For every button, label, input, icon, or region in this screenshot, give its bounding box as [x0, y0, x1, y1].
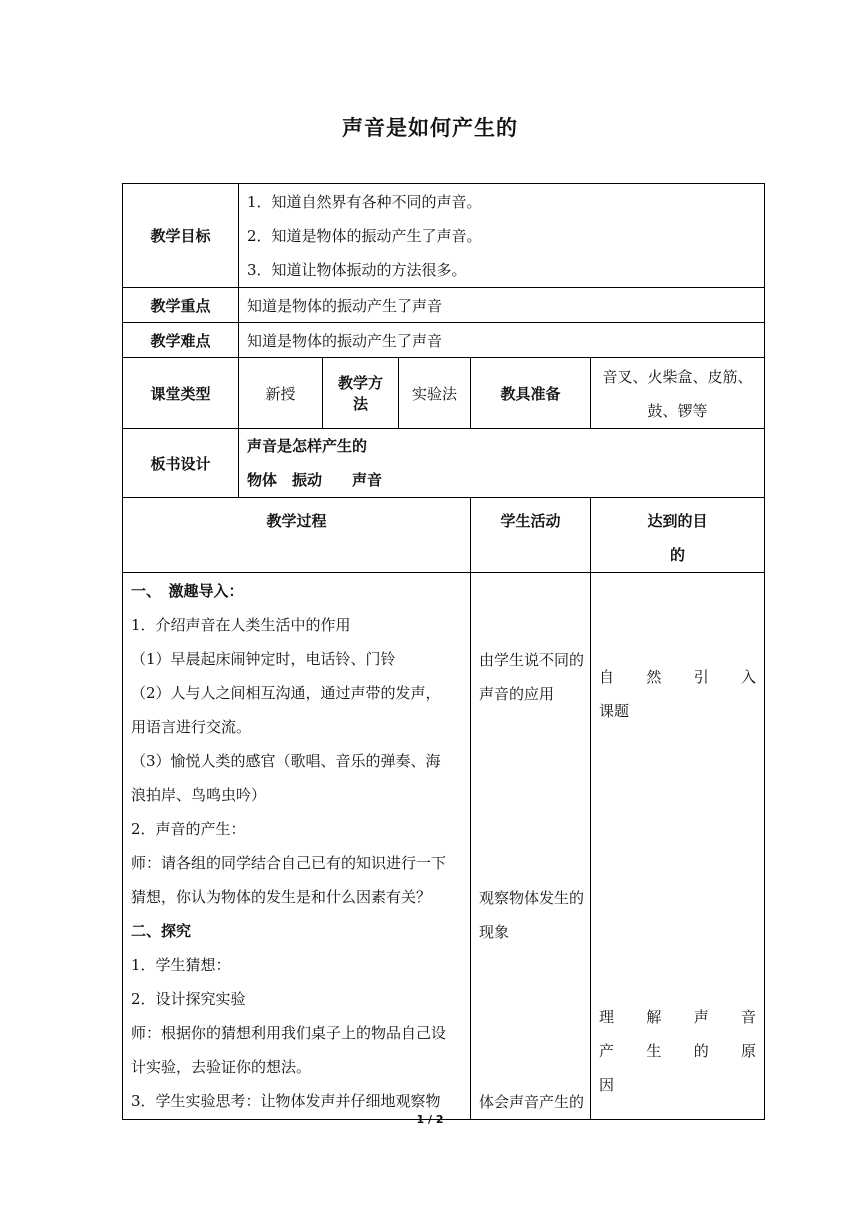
page-number: 1 / 2: [416, 1113, 444, 1126]
student-activity: 观察物体发生的: [479, 889, 585, 907]
key-point-value: 知道是物体的振动产生了声音: [239, 288, 765, 323]
goals-content: [239, 184, 765, 288]
prep-line-2: 鼓、锣等: [647, 402, 708, 420]
method-value: 实验法: [399, 358, 471, 429]
process-line: 师：根据你的猜想利用我们桌子上的物品自己设: [131, 1024, 447, 1042]
row-column-headers: [123, 498, 765, 573]
goal-header: [591, 498, 765, 573]
process-header: 教学过程: [123, 498, 471, 573]
process-line: 1．介绍声音在人类生活中的作用: [131, 616, 351, 634]
process-line: 计实验，去验证你的想法。: [131, 1058, 312, 1076]
purpose-text: 因: [599, 1076, 615, 1094]
student-activity: 声音的应用: [479, 685, 555, 703]
row-class-info: [123, 358, 765, 429]
method-label: 教学方法: [323, 358, 399, 429]
student-content: [471, 573, 591, 1120]
board-line-1: 声音是怎样产生的: [247, 437, 368, 455]
process-line: 3．学生实验思考：让物体发声并仔细地观察物: [131, 1092, 441, 1110]
process-line: 浪拍岸、鸟鸣虫吟）: [131, 786, 267, 804]
goal-item-3: 3．知道让物体振动的方法很多。: [247, 261, 467, 279]
process-line: 二、探究: [131, 922, 192, 940]
prep-value: [591, 358, 765, 429]
board-content: [239, 429, 765, 498]
row-board: [123, 429, 765, 498]
process-line: 1．学生猜想：: [131, 956, 231, 974]
goal-header-line-1: 达到的目: [647, 512, 708, 530]
row-difficulty: [123, 323, 765, 358]
student-header: 学生活动: [471, 498, 591, 573]
difficulty-value: 知道是物体的振动产生了声音: [239, 323, 765, 358]
process-line: 2．设计探究实验: [131, 990, 246, 1008]
difficulty-label: 教学难点: [123, 323, 239, 358]
purpose-content: [591, 573, 765, 1120]
class-type-label: 课堂类型: [123, 358, 239, 429]
student-activity: 体会声音产生的: [479, 1093, 585, 1111]
row-goals: [123, 184, 765, 288]
goal-header-line-2: 的: [670, 546, 686, 564]
board-line-2: 物体 振动 声音: [247, 471, 383, 489]
process-line: （2）人与人之间相互沟通，通过声带的发声，: [131, 684, 441, 702]
process-line: 一、 激趣导入：: [131, 582, 244, 600]
purpose-text: 课题: [599, 702, 630, 720]
goal-item-1: 1．知道自然界有各种不同的声音。: [247, 193, 482, 211]
board-label: 板书设计: [123, 429, 239, 498]
process-line: 猜想，你认为物体的发生是和什么因素有关？: [131, 888, 432, 906]
row-body: [123, 573, 765, 1120]
process-line: 2．声音的产生：: [131, 820, 246, 838]
key-point-label: 教学重点: [123, 288, 239, 323]
process-line: 师：请各组的同学结合自己已有的知识进行一下: [131, 854, 447, 872]
process-line: 用语言进行交流。: [131, 718, 252, 736]
process-line: （1）早晨起床闹钟定时，电话铃、门铃: [131, 650, 396, 668]
row-key-point: [123, 288, 765, 323]
class-type-value: 新授: [239, 358, 323, 429]
goals-label: 教学目标: [123, 184, 239, 288]
goal-item-2: 2．知道是物体的振动产生了声音。: [247, 227, 482, 245]
purpose-text: 理解声音: [599, 1008, 757, 1026]
process-content: [123, 573, 471, 1120]
process-line: （3）愉悦人类的感官（歌唱、音乐的弹奏、海: [131, 752, 441, 770]
purpose-text: 自然引入: [599, 668, 757, 686]
prep-line-1: 音叉、火柴盒、皮筋、: [602, 368, 753, 386]
student-activity: 现象: [479, 923, 510, 941]
document-title: 声音是如何产生的: [342, 115, 518, 140]
student-activity: 由学生说不同的: [479, 651, 585, 669]
lesson-plan-table: [122, 183, 765, 1120]
purpose-text: 产生的原: [599, 1042, 757, 1060]
prep-label: 教具准备: [471, 358, 591, 429]
